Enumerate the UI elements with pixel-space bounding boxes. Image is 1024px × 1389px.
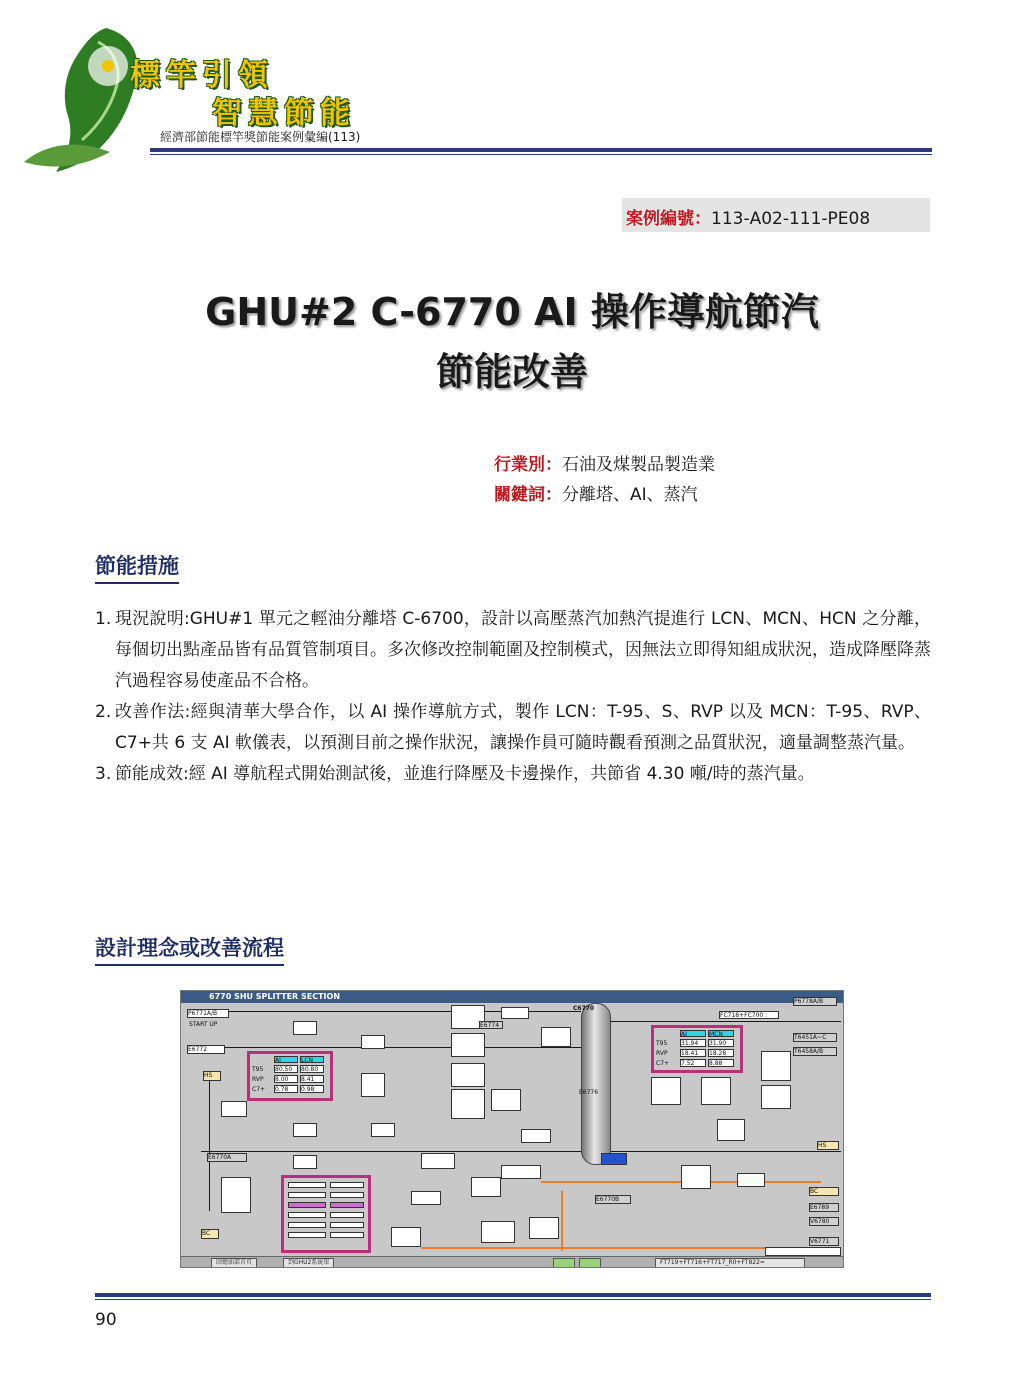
industry-value: 石油及煤製品製造業 xyxy=(562,455,715,475)
dcs-screenshot xyxy=(180,990,844,1268)
keywords-label: 關鍵詞： xyxy=(494,485,562,505)
brand-slogan xyxy=(130,50,430,130)
section-heading-design: 設計理念或改善流程 xyxy=(95,932,284,966)
section-heading-measures: 節能措施 xyxy=(95,550,179,584)
case-number-box xyxy=(622,198,930,232)
header-divider xyxy=(150,148,932,152)
instrument-box[interactable] xyxy=(451,1063,485,1087)
lcn-header: LCN xyxy=(300,1056,324,1063)
tag-fc718[interactable]: FC718+FC700 : xyxy=(719,1011,779,1019)
instrument-box[interactable] xyxy=(491,1089,521,1111)
nav-home-button[interactable]: 回總油部首頁 xyxy=(211,1258,257,1268)
splitter-column-c6770[interactable] xyxy=(581,1003,611,1165)
lower-cell xyxy=(288,1222,326,1228)
tag-e6772[interactable]: E6772 xyxy=(187,1045,225,1054)
lcn-t95-label: T95 xyxy=(252,1066,264,1073)
lower-cell xyxy=(288,1232,326,1238)
keywords-row xyxy=(494,480,715,510)
lcn-c7-lab: 0.98 xyxy=(300,1085,324,1093)
pipe-line xyxy=(611,1021,841,1022)
nav-prev-arrow-icon[interactable] xyxy=(553,1258,575,1268)
lower-cell xyxy=(330,1222,364,1228)
instrument-box[interactable] xyxy=(411,1191,441,1205)
drum-level xyxy=(601,1153,627,1165)
mcn-t95-ai: 31.94 xyxy=(680,1039,706,1047)
pipe-line xyxy=(191,1047,581,1048)
dcs-title-bar: 6770 SHU SPLITTER SECTION xyxy=(181,991,844,1003)
flow-sum-formula: FT719+FT716+FT717_R0+FT822= xyxy=(655,1258,805,1268)
instrument-box[interactable] xyxy=(737,1173,765,1187)
instrument-box[interactable] xyxy=(501,1165,541,1179)
lower-cell xyxy=(288,1202,326,1208)
lower-cell xyxy=(288,1212,326,1218)
industry-row xyxy=(494,450,715,480)
list-item xyxy=(95,697,931,759)
instrument-box[interactable] xyxy=(481,1221,515,1243)
tag-e6776: E6776 xyxy=(579,1089,599,1096)
mcn-t95-lab: 31.90 xyxy=(708,1039,734,1047)
header-subtitle: 經濟部節能標竿獎節能案例彙編(113) xyxy=(160,130,361,144)
instrument-box[interactable] xyxy=(651,1077,681,1105)
instrument-box[interactable] xyxy=(293,1155,317,1169)
case-meta xyxy=(494,450,715,510)
tag-t6451[interactable]: T6451A~C xyxy=(793,1033,837,1042)
measures-list xyxy=(95,604,931,790)
lower-cell xyxy=(288,1182,326,1188)
mcn-rvp-ai: 18.41 xyxy=(680,1049,706,1057)
lcn-c7-label: C7+ xyxy=(252,1086,266,1093)
list-item xyxy=(95,604,931,697)
mcn-c7-lab: 8.88 xyxy=(708,1059,734,1067)
lower-cell xyxy=(330,1192,364,1198)
mcn-ai-panel xyxy=(651,1025,743,1073)
instrument-box[interactable] xyxy=(761,1085,791,1109)
instrument-box[interactable] xyxy=(451,1089,485,1119)
instrument-box[interactable] xyxy=(391,1227,421,1247)
mcn-rvp-lab: 18.28 xyxy=(708,1049,734,1057)
instrument-box[interactable] xyxy=(521,1129,551,1143)
lower-cell xyxy=(330,1232,364,1238)
footer-divider xyxy=(95,1293,931,1297)
lcn-ai-header: AI xyxy=(274,1056,298,1063)
mcn-header: MCN xyxy=(708,1030,734,1037)
instrument-box[interactable] xyxy=(529,1217,559,1239)
lcn-rvp-label: RVP xyxy=(252,1076,264,1083)
lcn-rvp-lab: 8.41 xyxy=(300,1075,324,1083)
instrument-box[interactable] xyxy=(421,1153,455,1169)
nav-ghu2-button[interactable]: 到GHU2系統單 xyxy=(283,1258,334,1268)
pipe-line xyxy=(209,1071,210,1211)
tag-e6770b[interactable]: E6770B xyxy=(595,1195,631,1204)
mcn-t95-label: T95 xyxy=(656,1040,668,1047)
instrument-box[interactable] xyxy=(221,1177,251,1213)
lower-cell xyxy=(330,1202,364,1208)
item-text: 節能成效:經 AI 導航程式開始測試後，並進行降壓及卡邊操作，共節省 4.30 噸/時的蒸汽量。 xyxy=(115,764,815,784)
tag-c6770: C6770 xyxy=(573,1005,595,1012)
page-header xyxy=(0,0,1024,180)
case-number-value: 113-A02-111-PE08 xyxy=(711,209,871,229)
instrument-box[interactable] xyxy=(717,1119,745,1141)
item-text: 現況說明:GHU#1 單元之輕油分離塔 C-6700，設計以高壓蒸汽加熱汽提進行 LCN、MCN、HCN 之分離，每個切出點產品皆有品質管制項目。多次修改控制範圍及控制模式，因無法立即得知組成狀況，造成降壓降蒸汽過程容易使產品不合格。 xyxy=(115,609,931,691)
tag-p6778[interactable]: P6778A/B xyxy=(793,997,837,1006)
pipe-line-orange xyxy=(561,1191,563,1251)
instrument-box[interactable] xyxy=(471,1177,501,1197)
brand-line1: 標竿引領 xyxy=(130,58,274,93)
tag-bc-right[interactable]: BC xyxy=(809,1187,839,1196)
brand-line2: 智慧節能 xyxy=(212,96,356,131)
lcn-ai-panel xyxy=(247,1051,333,1101)
title-line2: 節能改善 xyxy=(435,350,588,394)
case-number-label: 案例編號： xyxy=(626,209,711,229)
mcn-ai-header: AI xyxy=(680,1030,706,1037)
instrument-box[interactable] xyxy=(361,1035,385,1049)
lcn-rvp-ai: 8.00 xyxy=(274,1075,298,1083)
item-number: 1. xyxy=(95,609,112,629)
page-number: 90 xyxy=(95,1310,117,1330)
instrument-box[interactable] xyxy=(761,1051,791,1081)
item-number: 2. xyxy=(95,702,112,722)
lower-cell xyxy=(288,1192,326,1198)
instrument-box[interactable] xyxy=(501,1007,529,1019)
lower-ai-panel xyxy=(281,1175,371,1253)
industry-label: 行業別： xyxy=(494,455,562,475)
page-title xyxy=(0,282,1024,402)
lcn-t95-lab: 80.80 xyxy=(300,1065,324,1073)
tag-e6774[interactable]: E6774 xyxy=(479,1021,503,1029)
instrument-box[interactable] xyxy=(221,1101,247,1117)
instrument-box[interactable] xyxy=(701,1077,731,1105)
pipe-line xyxy=(201,1151,581,1152)
pipe-line xyxy=(611,1151,841,1152)
tag-t6458[interactable]: T6458A/B xyxy=(793,1047,837,1056)
header-divider-thin xyxy=(150,154,932,155)
instrument-box[interactable] xyxy=(765,1247,841,1256)
instrument-box[interactable] xyxy=(541,1027,571,1047)
tag-hs[interactable]: HS xyxy=(203,1071,221,1081)
item-number: 3. xyxy=(95,764,112,784)
nav-next-arrow-icon[interactable] xyxy=(579,1258,601,1268)
instrument-box[interactable] xyxy=(293,1021,317,1035)
lower-cell xyxy=(330,1212,364,1218)
list-item xyxy=(95,759,931,790)
tag-v6771[interactable]: V6771 xyxy=(809,1237,839,1246)
instrument-box[interactable] xyxy=(371,1123,395,1137)
mcn-c7-label: C7+ xyxy=(656,1060,670,1067)
keywords-value: 分離塔、AI、蒸汽 xyxy=(562,485,698,505)
mcn-rvp-label: RVP xyxy=(656,1050,668,1057)
item-text: 改善作法:經與清華大學合作，以 AI 操作導航方式，製作 LCN：T-95、S、RVP 以及 MCN：T-95、RVP、C7+共 6 支 AI 軟儀表，以預測目前之操作狀況，讓操作員可隨時觀看預測之品質狀況，適量調整蒸汽量。 xyxy=(115,702,931,753)
tag-e6789[interactable]: E6789 xyxy=(809,1203,839,1212)
tag-start-up: START UP xyxy=(189,1021,218,1028)
lcn-t95-ai: 80.50 xyxy=(274,1065,298,1073)
tag-hs-right[interactable]: HS xyxy=(817,1141,839,1150)
tag-p6771[interactable]: P6771A/B xyxy=(187,1009,229,1018)
tag-bc-left[interactable]: BC xyxy=(201,1229,219,1239)
instrument-box[interactable] xyxy=(681,1165,711,1189)
tag-e6770a[interactable]: E6770A xyxy=(207,1153,247,1162)
instrument-box[interactable] xyxy=(451,1033,485,1057)
lower-cell xyxy=(330,1182,364,1188)
instrument-box[interactable] xyxy=(361,1073,385,1097)
mcn-c7-ai: 7.52 xyxy=(680,1059,706,1067)
title-line1: GHU#2 C-6770 AI 操作導航節汽 xyxy=(205,290,819,334)
lcn-c7-ai: 0.78 xyxy=(274,1085,298,1093)
footer-divider-thin xyxy=(95,1299,931,1300)
tag-v6780[interactable]: V6780 xyxy=(809,1217,839,1226)
instrument-box[interactable] xyxy=(293,1123,317,1137)
